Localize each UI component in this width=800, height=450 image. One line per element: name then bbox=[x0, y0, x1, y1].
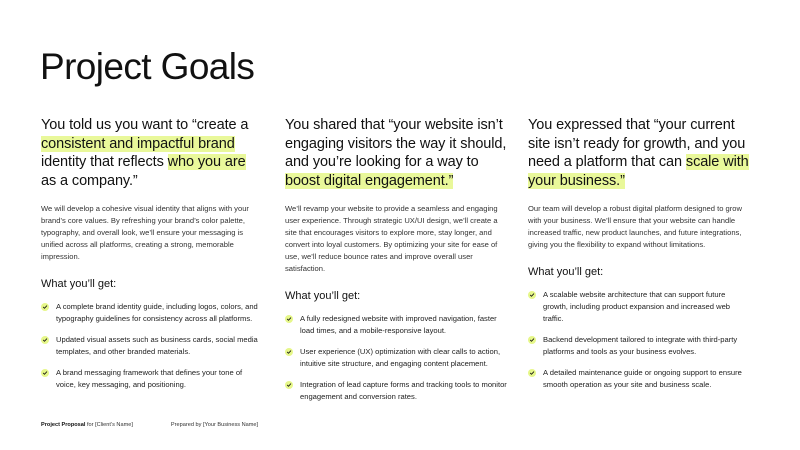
benefit-text: A scalable website architecture that can support future growth, including product expansion and increased web traffic. bbox=[543, 290, 731, 323]
check-icon bbox=[41, 303, 49, 311]
page-title: Project Goals bbox=[40, 46, 255, 87]
benefit-text: A detailed maintenance guide or ongoing support to ensure smooth operation as your site and business scale. bbox=[543, 368, 742, 389]
what-you-get-title: What you’ll get: bbox=[41, 278, 117, 290]
benefit-item bbox=[285, 313, 507, 337]
what-you-get-title: What you’ll get: bbox=[528, 266, 604, 278]
goal-column-engagement bbox=[285, 116, 507, 412]
goal-headline bbox=[41, 116, 263, 190]
benefit-text: A complete brand identity guide, including logos, colors, and typography guidelines for consistency across all platforms. bbox=[56, 302, 258, 323]
benefit-list bbox=[41, 301, 263, 391]
footer-prepared-by: Prepared by [Your Business Name] bbox=[170, 422, 259, 428]
check-icon bbox=[528, 336, 536, 344]
benefit-item bbox=[285, 379, 507, 403]
benefit-text: Integration of lead capture forms and tracking tools to monitor engagement and conversion rates. bbox=[300, 380, 507, 401]
benefit-item bbox=[528, 289, 750, 325]
goal-description: We will develop a cohesive visual identity that aligns with your brand’s core values. By refreshing your brand’s color palette, typography, and overall look, we’ll ensure your messaging is unified across all platforms, creating a strong, memorable impression. bbox=[41, 204, 249, 261]
what-you-get-title: What you’ll get: bbox=[285, 290, 361, 302]
benefit-list bbox=[528, 289, 750, 391]
benefit-item bbox=[285, 346, 507, 370]
benefit-text: A brand messaging framework that defines your tone of voice, key messaging, and positioning. bbox=[56, 368, 243, 389]
check-icon bbox=[528, 291, 536, 299]
benefit-text: Updated visual assets such as business cards, social media templates, and other branded materials. bbox=[56, 335, 258, 356]
benefit-text: User experience (UX) optimization with clear calls to action, intuitive site structure, and engaging content placement. bbox=[300, 347, 501, 368]
headline-highlight: scale with your business.” bbox=[528, 154, 749, 189]
benefit-item bbox=[528, 367, 750, 391]
headline-text: as a company.” bbox=[41, 172, 138, 189]
goal-headline bbox=[285, 116, 507, 190]
goal-headline bbox=[528, 116, 750, 190]
headline-text: You shared that “your website isn’t engaging visitors the way it should, and you’re looking for a way to bbox=[285, 117, 507, 170]
goal-column-brand bbox=[41, 116, 263, 400]
headline-highlight: boost digital engagement.” bbox=[285, 172, 454, 189]
check-icon bbox=[285, 381, 293, 389]
benefit-text: A fully redesigned website with improved navigation, faster load times, and a mobile-responsive layout. bbox=[300, 314, 497, 335]
check-icon bbox=[41, 336, 49, 344]
goal-description: Our team will develop a robust digital platform designed to grow with your business. We’ll ensure that your website can handle increased traffic, new product launches, and future integrations, giving you the flexibility to expand without limitations. bbox=[528, 204, 743, 249]
benefit-item bbox=[41, 334, 263, 358]
headline-text: You expressed that “your current site isn’t ready for growth, and you need a platform that can bbox=[528, 117, 746, 170]
check-icon bbox=[285, 315, 293, 323]
footer-proposal-label: Project Proposal bbox=[41, 422, 86, 428]
footer-proposal bbox=[41, 422, 133, 428]
headline-text: identity that reflects bbox=[41, 154, 168, 170]
benefit-text: Backend development tailored to integrate with third-party platforms and tools as your business evolves. bbox=[543, 335, 738, 356]
headline-highlight: consistent and impactful brand bbox=[41, 135, 235, 152]
goal-column-growth bbox=[528, 116, 750, 400]
check-icon bbox=[528, 369, 536, 377]
benefit-list bbox=[285, 313, 507, 403]
goal-description: We’ll revamp your website to provide a seamless and engaging user experience. Through strategic UX/UI design, we’ll create a site that encourages visitors to explore more, stay longer, and convert into loyal customers. By optimizing your site for ease of use, we’ll reduce bounce rates and improve overall user satisfaction. bbox=[285, 204, 498, 273]
benefit-item bbox=[41, 301, 263, 325]
benefit-item bbox=[528, 334, 750, 358]
headline-highlight: who you are bbox=[167, 154, 246, 170]
check-icon bbox=[285, 348, 293, 356]
benefit-item bbox=[41, 367, 263, 391]
footer-proposal-client: for [Client’s Name] bbox=[85, 422, 133, 428]
page-footer bbox=[41, 422, 258, 428]
check-icon bbox=[41, 369, 49, 377]
headline-text: You told us you want to “create a bbox=[41, 117, 249, 133]
